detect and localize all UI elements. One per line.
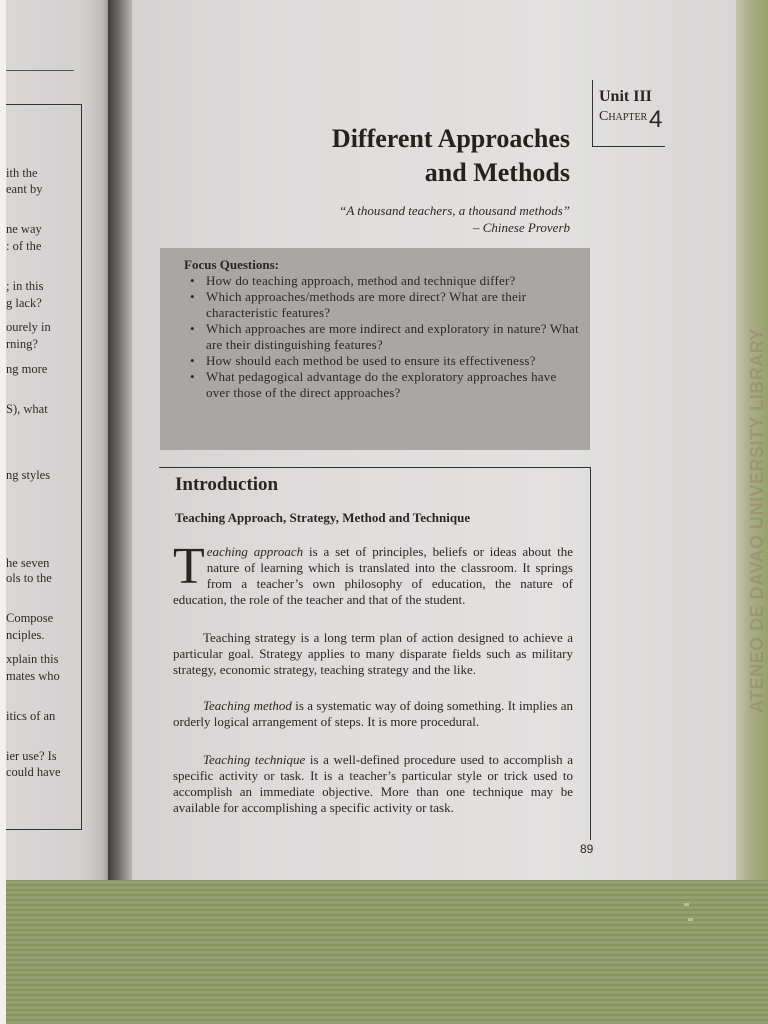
paragraph-teaching-strategy: Teaching strategy is a long term plan of action designed to achieve a particular goal. Strategy applies to many disparate fields such as military strategy, economic strategy, teaching strategy and the like.: [173, 630, 573, 677]
introduction-subheading: Teaching Approach, Strategy, Method and Technique: [175, 510, 471, 525]
left-page-line: : of the: [6, 239, 42, 253]
left-page-line: Compose: [6, 611, 54, 625]
left-page: [6, 0, 116, 880]
left-page-line: ourely in: [6, 320, 51, 334]
introduction-heading: Introduction: [175, 474, 279, 495]
term-teaching-technique: Teaching technique: [203, 752, 306, 767]
epigraph-attribution: – Chinese Proverb: [473, 220, 570, 235]
left-page-line: nciples.: [6, 628, 45, 642]
focus-question: • What pedagogical advantage do the exploratory approaches have over those of the direct approaches?: [190, 369, 580, 401]
focus-questions-title: Focus Questions:: [184, 257, 279, 272]
paragraph-teaching-technique: [173, 752, 573, 816]
table-speck: [684, 903, 689, 906]
left-page-line: could have: [6, 765, 61, 779]
focus-question: • How should each method be used to ensure its effectiveness?: [190, 353, 580, 369]
left-page-line: mates who: [6, 669, 60, 683]
left-page-line: ng more: [6, 362, 48, 376]
left-page-line: ng styles: [6, 468, 51, 482]
focus-questions-box: [160, 248, 590, 450]
term-teaching-approach: eaching approach: [206, 544, 304, 559]
term-teaching-method: Teaching method: [203, 698, 292, 713]
epigraph: [260, 202, 570, 236]
left-page-line: ier use? Is: [6, 749, 57, 763]
left-page-line: S), what: [6, 402, 48, 416]
left-page-line: ith the: [6, 166, 38, 180]
left-page-rule: [6, 70, 74, 71]
paragraph-text: is a systematic way of doing something. It implies an orderly logical arrangement of steps. It is more procedural.: [173, 698, 573, 729]
chapter-title: [300, 122, 570, 190]
page-number: 89: [580, 842, 594, 856]
left-page-line: xplain this: [6, 652, 59, 666]
paragraph-text: is a well-defined procedure used to accomplish a specific activity or task. It is a teacher’s particular style or trick used to accomplish an immediate objective. More than one technique may be available for accomplishing a specific activity or task.: [173, 752, 573, 815]
left-page-line: itics of an: [6, 709, 56, 723]
focus-question: • Which approaches/methods are more direct? What are their characteristic features?: [190, 289, 580, 321]
left-page-line: he seven: [6, 556, 50, 570]
chapter-label: Chapter: [599, 109, 648, 124]
paragraph-teaching-method: [173, 698, 573, 730]
unit-label: Unit III: [599, 88, 652, 105]
paragraph-teaching-approach: [173, 538, 573, 608]
focus-questions-list: [190, 273, 580, 401]
table-speck: [688, 918, 693, 921]
paragraph-text: is a set of principles, beliefs or ideas about the nature of learning which is translated into the classroom. It springs from a teacher’s own philosophy of education, the nature of education, the role of the teacher and that of the student.: [173, 544, 573, 607]
left-page-line: ; in this: [6, 279, 44, 293]
focus-question: • How do teaching approach, method and technique differ?: [190, 273, 580, 289]
library-stamp: ATENEO DE DAVAO UNIVERSITY LIBRARY: [747, 327, 767, 713]
chapter-title-line: Different Approaches: [331, 124, 570, 153]
chapter-title-line: and Methods: [424, 158, 570, 187]
chapter-number: 4: [649, 106, 663, 133]
left-page-line: eant by: [6, 182, 43, 196]
table-surface: [0, 880, 768, 1024]
left-page-line: rning?: [6, 337, 38, 351]
epigraph-text: “A thousand teachers, a thousand methods”: [339, 203, 570, 218]
left-page-line: ols to the: [6, 571, 52, 585]
drop-cap: T: [173, 538, 205, 595]
unit-chapter-box: [592, 80, 665, 147]
left-page-line: g lack?: [6, 296, 42, 310]
focus-question: • Which approaches are more indirect and exploratory in nature? What are their distinguishing features?: [190, 321, 580, 353]
left-page-line: ne way: [6, 222, 42, 236]
